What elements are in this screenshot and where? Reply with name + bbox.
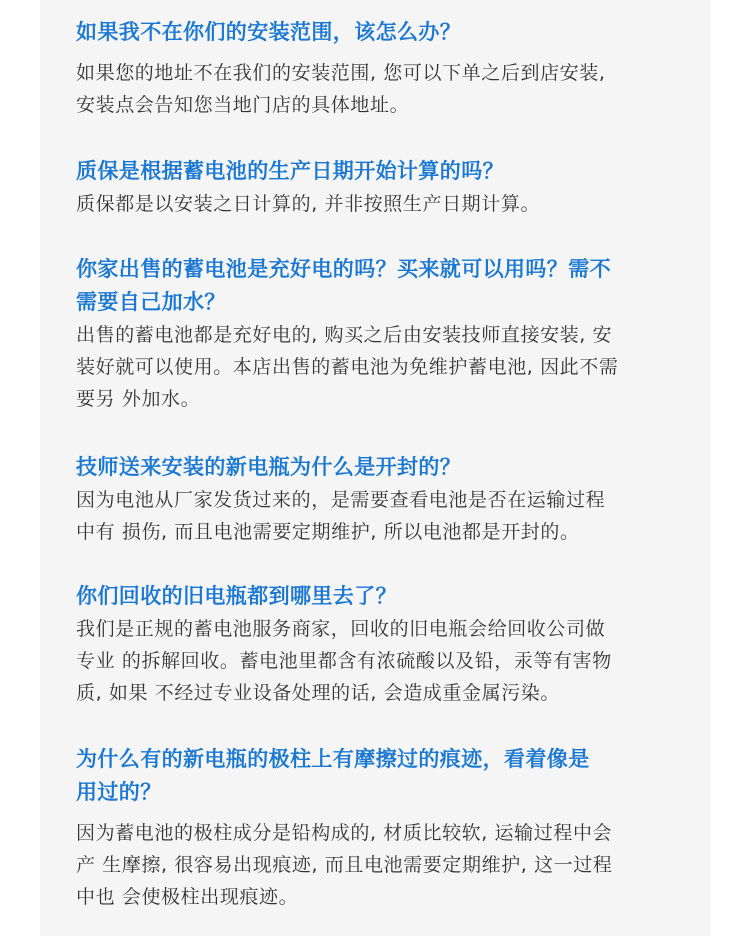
- faq-answer: 因为电池从厂家发货过来的，是需要查看电池是否在运输过程 中有 损伤, 而且电池需要定期维护, 所以电池都是开封的。: [76, 489, 606, 543]
- faq-question: 为什么有的新电瓶的极柱上有摩擦过的痕迹，看着像是 用过的？: [76, 747, 590, 804]
- faq-answer: 质保都是以安装之日计算的, 并非按照生产日期计算。: [76, 193, 541, 215]
- faq-answer: 出售的蓄电池都是充好电的, 购买之后由安装技师直接安装, 安 装好就可以使用。本店出售的蓄电池为免维护蓄电池, 因此不需 要另 外加水。: [76, 324, 619, 410]
- faq-question: 你家出售的蓄电池是充好电的吗？买来就可以用吗？需不 需要自己加水？: [76, 257, 611, 314]
- faq-answer: 如果您的地址不在我们的安装范围, 您可以下单之后到店安装, 安装点会告知您当地门店的具体地址。: [76, 62, 606, 116]
- faq-item: [76, 16, 686, 121]
- faq-item: [76, 743, 686, 913]
- faq-item: [76, 155, 686, 220]
- faq-item: [76, 580, 686, 709]
- faq-answer: 因为蓄电池的极柱成分是铅构成的, 材质比较软, 运输过程中会 产 生摩擦, 很容易出现痕迹, 而且电池需要定期维护, 这一过程 中也 会使极柱出现痕迹。: [76, 822, 613, 908]
- faq-answer: 我们是正规的蓄电池服务商家，回收的旧电瓶会给回收公司做 专业 的拆解回收。蓄电池里都含有浓硫酸以及铅，汞等有害物 质, 如果 不经过专业设备处理的话, 会造成重金属污染。: [76, 618, 612, 704]
- faq-question: 质保是根据蓄电池的生产日期开始计算的吗？: [76, 159, 504, 183]
- faq-question: 你们回收的旧电瓶都到哪里去了？: [76, 584, 397, 608]
- faq-item: [76, 253, 686, 415]
- faq-question: 技师送来安装的新电瓶为什么是开封的？: [76, 455, 462, 479]
- faq-question: 如果我不在你们的安装范围，该怎么办？: [76, 20, 462, 44]
- faq-item: [76, 451, 686, 548]
